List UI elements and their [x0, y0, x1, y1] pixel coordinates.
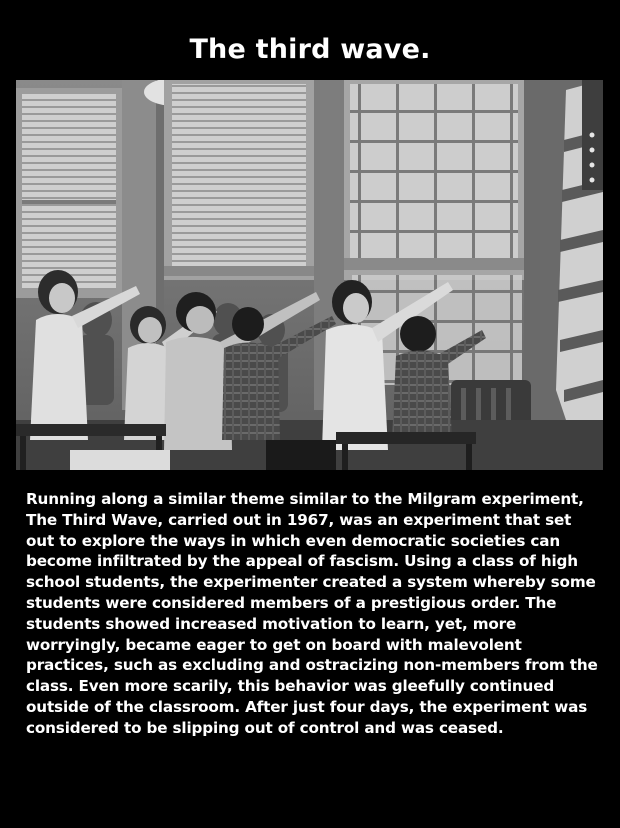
caption-text: Running along a similar theme similar to the Milgram experiment, The Third Wave, carried out in 1967, was an experiment that set out to explore the ways in which even democratic societies can become infiltrated by the appeal of fascism. Using a class of high school students, the experimenter created a system whereby some students were considered members of a prestigious order. The students showed increased motivation to learn, yet, more worryingly, became eager to get on board with malevolent practices, such as excluding and ostracizing non-members from the class. Even more scarily, this behavior was gleefully continued outside of the classroom. After just four days, the experiment was considered to be slipping out of control and was ceased.	[26, 490, 598, 737]
classroom-photo-illustration	[16, 80, 603, 470]
classroom-photo	[16, 80, 603, 470]
page-title: The third wave.	[189, 34, 431, 65]
